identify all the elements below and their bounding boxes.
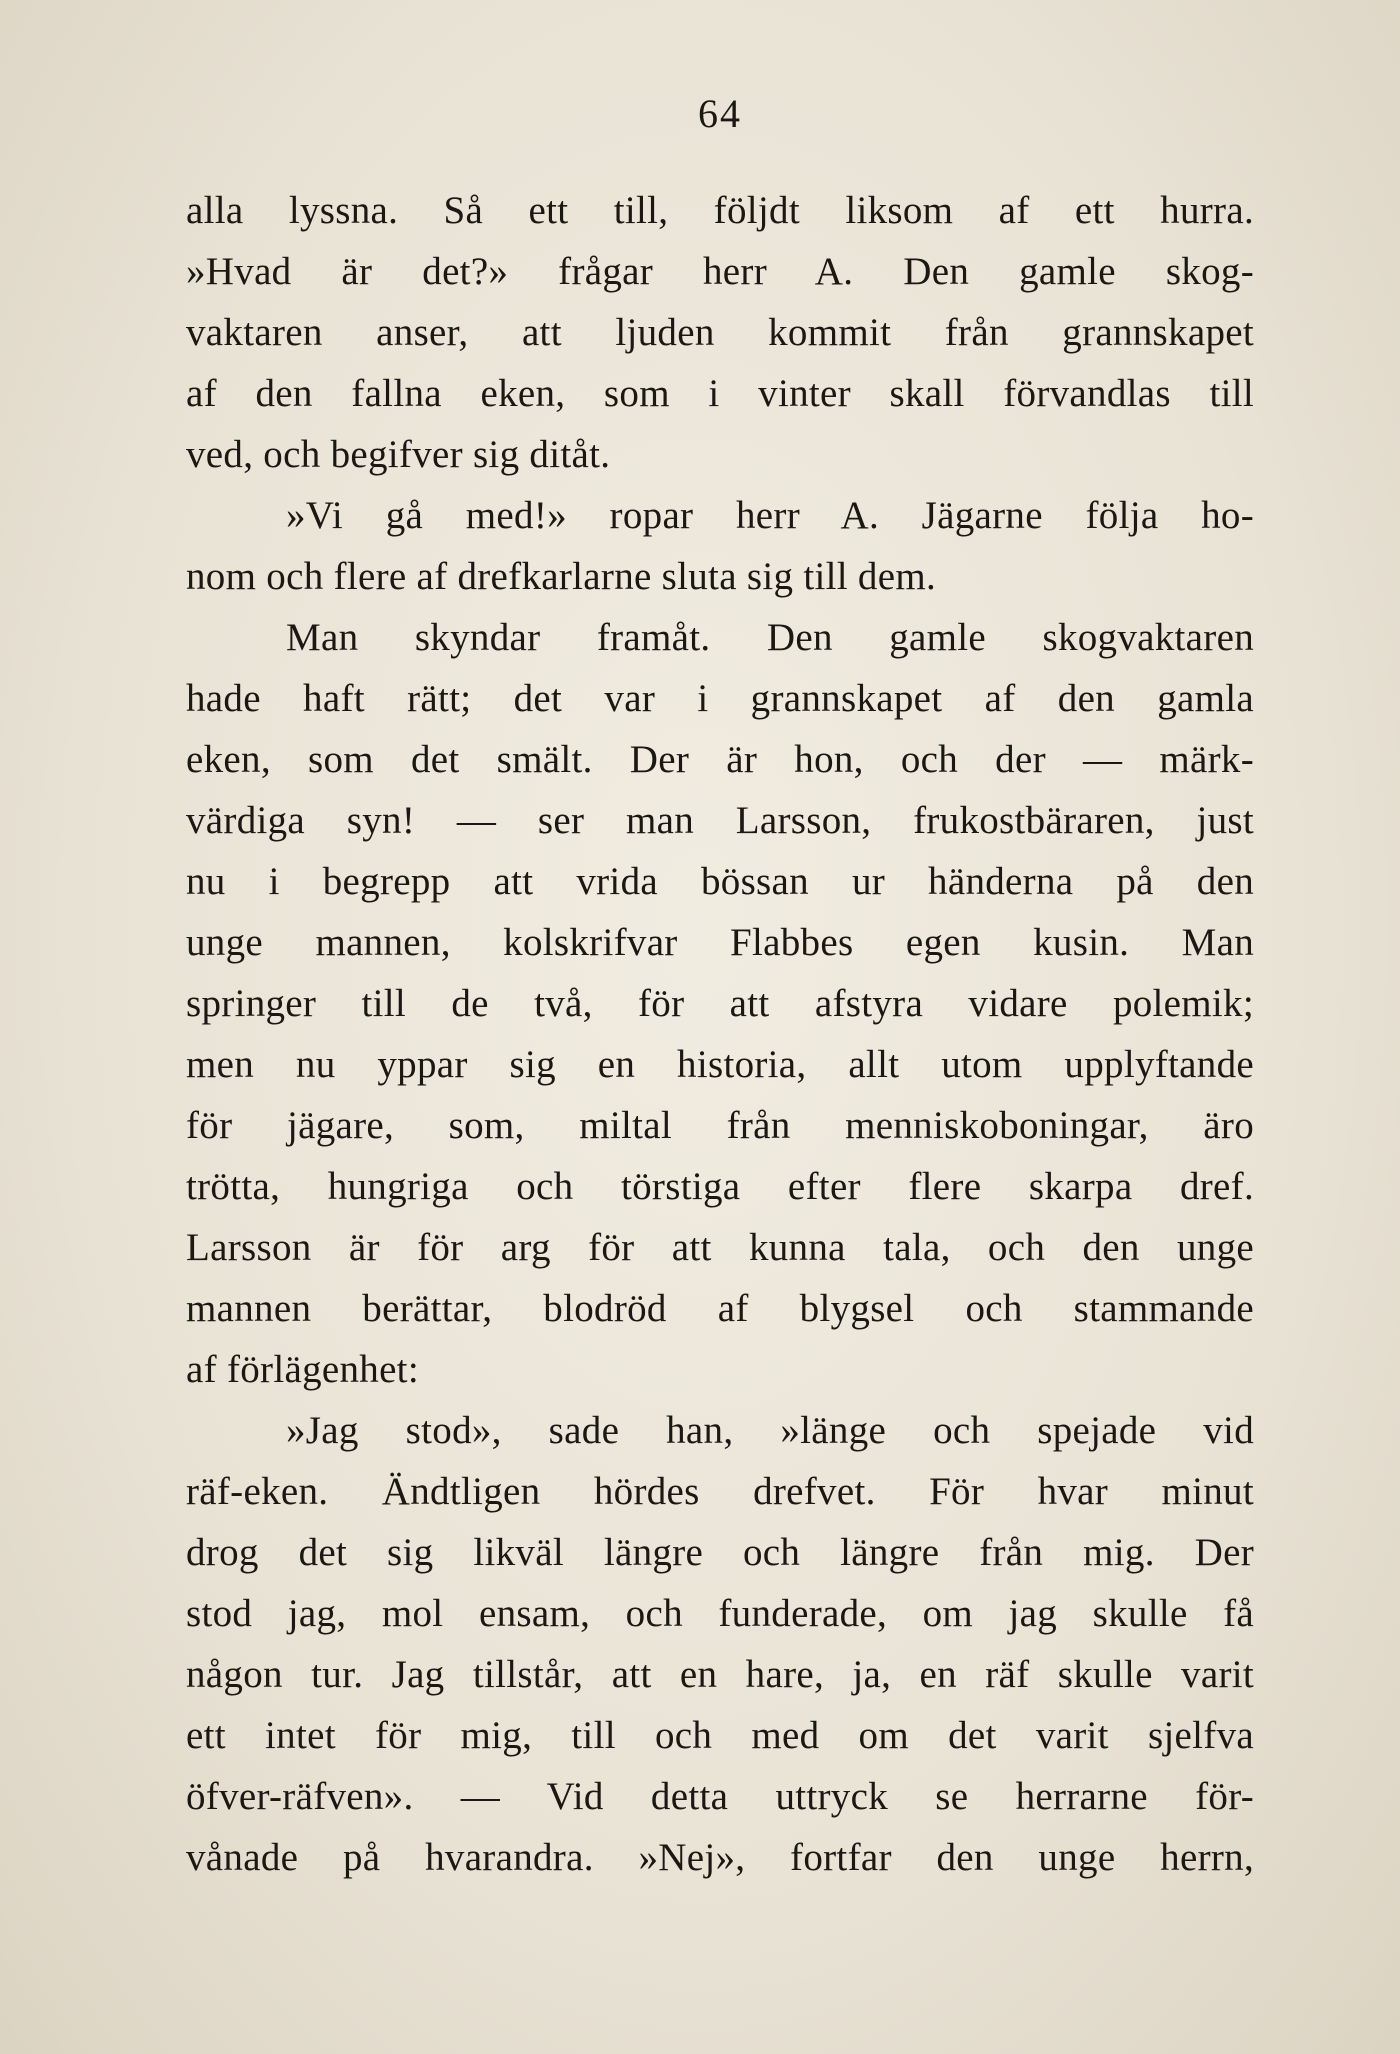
text-line: räf-eken. Ändtligen hördes drefvet. För hvar minut	[186, 1470, 1254, 1513]
text-line: öfver-räfven». — Vid detta uttryck se herrarne för-	[186, 1775, 1254, 1818]
text-line: unge mannen, kolskrifvar Flabbes egen kusin. Man	[186, 921, 1254, 964]
text-line: »Hvad är det?» frågar herr A. Den gamle skog-	[186, 250, 1254, 293]
text-line: mannen berättar, blodröd af blygsel och stammande	[186, 1287, 1254, 1330]
text-line: någon tur. Jag tillstår, att en hare, ja, en räf skulle varit	[186, 1653, 1254, 1696]
text-line: Man skyndar framåt. Den gamle skogvaktaren	[286, 616, 1254, 659]
text-line: Larsson är för arg för att kunna tala, och den unge	[186, 1226, 1254, 1269]
text-line: stod jag, mol ensam, och funderade, om jag skulle få	[186, 1592, 1254, 1635]
text-line: »Vi gå med!» ropar herr A. Jägarne följa ho-	[286, 494, 1254, 537]
text-line: nu i begrepp att vrida bössan ur händerna på den	[186, 860, 1254, 903]
text-line: nom och flere af drefkarlarne sluta sig till dem.	[186, 555, 937, 598]
text-line: värdiga syn! — ser man Larsson, frukostbäraren, just	[186, 799, 1254, 842]
text-line: »Jag stod», sade han, »länge och spejade vid	[286, 1409, 1254, 1452]
text-line: af den fallna eken, som i vinter skall förvandlas till	[186, 372, 1254, 415]
text-line: ett intet för mig, till och med om det varit sjelfva	[186, 1714, 1254, 1757]
text-line: hade haft rätt; det var i grannskapet af den gamla	[186, 677, 1254, 720]
text-line: vaktaren anser, att ljuden kommit från grannskapet	[186, 311, 1254, 354]
text-line: drog det sig likväl längre och längre från mig. Der	[186, 1531, 1254, 1574]
page-number: 64	[698, 91, 742, 136]
text-line: vånade på hvarandra. »Nej», fortfar den unge herrn,	[186, 1836, 1254, 1879]
text-line: men nu yppar sig en historia, allt utom upplyftande	[186, 1043, 1254, 1086]
body-text	[186, 180, 1254, 1888]
text-line: eken, som det smält. Der är hon, och der — märk-	[186, 738, 1254, 781]
text-line: af förlägenhet:	[186, 1348, 419, 1391]
text-line: ved, och begifver sig ditåt.	[186, 433, 611, 476]
text-line: trötta, hungriga och törstiga efter flere skarpa dref.	[186, 1165, 1254, 1208]
text-line: alla lyssna. Så ett till, följdt liksom af ett hurra.	[186, 189, 1254, 232]
text-line: för jägare, som, miltal från menniskoboningar, äro	[186, 1104, 1254, 1147]
text-line: springer till de två, för att afstyra vidare polemik;	[186, 982, 1254, 1025]
